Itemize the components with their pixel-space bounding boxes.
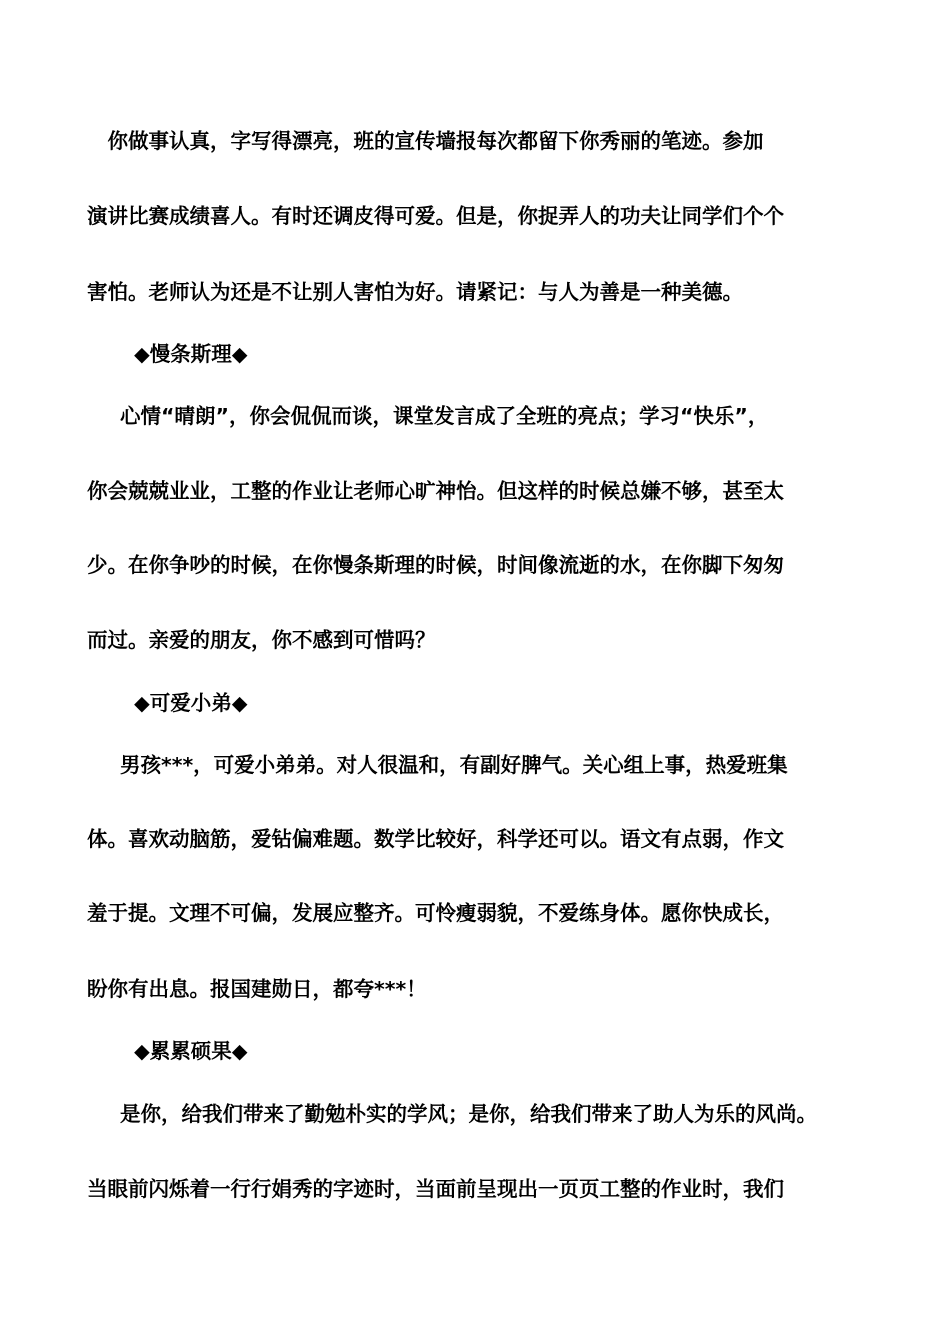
paragraph-2-line-2: 你会兢兢业业，工整的作业让老师心旷神怡。但这样的时候总嫌不够，甚至太 — [87, 479, 784, 503]
paragraph-2-line-1: 心情“晴朗”，你会侃侃而谈，课堂发言成了全班的亮点；学习“快乐”， — [120, 404, 769, 428]
paragraph-1-line-3: 害怕。老师认为还是不让别人害怕为好。请紧记：与人为善是一种美德。 — [87, 280, 743, 304]
paragraph-3-line-3: 羞于提。文理不可偏，发展应整齐。可怜瘦弱貌，不爱练身体。愿你快成长， — [87, 901, 784, 925]
section-heading-fruitful: ◆累累硕果◆ — [134, 1039, 248, 1063]
paragraph-2-line-4: 而过。亲爱的朋友，你不感到可惜吗？ — [87, 628, 436, 652]
paragraph-1-line-2: 演讲比赛成绩喜人。有时还调皮得可爱。但是，你捉弄人的功夫让同学们个个 — [87, 204, 784, 228]
section-heading-slow: ◆慢条斯理◆ — [134, 342, 248, 366]
paragraph-2-line-3: 少。在你争吵的时候，在你慢条斯理的时候，时间像流逝的水，在你脚下匆匆 — [87, 553, 784, 577]
paragraph-3-line-2: 体。喜欢动脑筋，爱钻偏难题。数学比较好，科学还可以。语文有点弱，作文 — [87, 827, 784, 851]
section-heading-little-brother: ◆可爱小弟◆ — [134, 691, 248, 715]
paragraph-1-line-1: 你做事认真，字写得漂亮，班的宣传墙报每次都留下你秀丽的笔迹。参加 — [87, 129, 764, 153]
paragraph-4-line-2: 当眼前闪烁着一行行娟秀的字迹时，当面前呈现出一页页工整的作业时，我们 — [87, 1177, 784, 1201]
paragraph-3-line-4: 盼你有出息。报国建勋日，都夸***！ — [87, 977, 427, 1001]
paragraph-3-line-1: 男孩***，可爱小弟弟。对人很温和，有副好脾气。关心组上事，热爱班集 — [120, 753, 788, 777]
paragraph-4-line-1: 是你，给我们带来了勤勉朴实的学风；是你，给我们带来了助人为乐的风尚。 — [120, 1102, 817, 1126]
